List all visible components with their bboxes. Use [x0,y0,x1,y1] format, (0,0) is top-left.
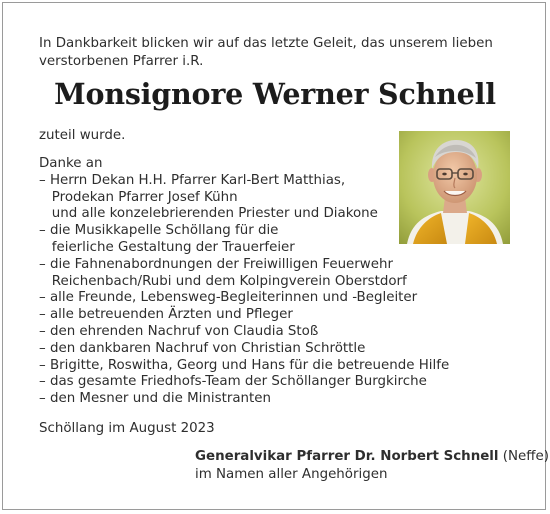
place-date: Schöllang im August 2023 [39,421,215,436]
intro-line-1: In Dankbarkeit blicken wir auf das letzte Geleit, das unserem lieben [39,36,493,51]
thanks-line: – den ehrenden Nachruf von Claudia Stoß [39,323,319,339]
thanks-line: – die Musikkapelle Schöllang für die [39,223,279,239]
thanks-line: – alle betreuenden Ärzten und Pfleger [39,307,293,323]
thanks-line: – alle Freunde, Lebensweg-Begleiterinnen und -Begleiter [39,290,418,306]
thanks-line: – die Fahnenabordnungen der Freiwilligen Feuerwehr [39,256,393,272]
intro-text [39,35,493,70]
thanks-line: – Herrn Dekan H.H. Pfarrer Karl-Bert Matthias, [39,172,346,188]
thanks-heading: Danke an [39,156,103,171]
signature-name: Generalvikar Pfarrer Dr. Norbert Schnell [195,449,499,464]
thanks-line: – das gesamte Friedhofs-Team der Schöllanger Burgkirche [39,374,427,390]
signature-block [195,448,549,483]
thanks-line: feierliche Gestaltung der Trauerfeier [39,239,295,255]
intro-line-2: verstorbenen Pfarrer i.R. [39,53,204,69]
deceased-name: Monsignore Werner Schnell [54,77,496,111]
signature-relation: (Neffe) [502,449,549,464]
thanks-line: Prodekan Pfarrer Josef Kühn [39,189,238,205]
portrait-photo [399,131,510,244]
thanks-line: – den Mesner und die Ministranten [39,391,272,407]
thanks-line: und alle konzelebrierenden Priester und Diakone [39,206,378,222]
thanks-list [39,156,449,408]
thanks-line: – Brigitte, Roswitha, Georg und Hans für die betreuende Hilfe [39,357,450,373]
signature-line-2: im Namen aller Angehörigen [195,466,388,482]
thanks-line: – den dankbaren Nachruf von Christian Schröttle [39,340,366,356]
after-name-text: zuteil wurde. [39,128,126,143]
thanks-line: Reichenbach/Rubi und dem Kolpingverein Oberstdorf [39,273,407,289]
signature-line-1 [195,448,549,466]
